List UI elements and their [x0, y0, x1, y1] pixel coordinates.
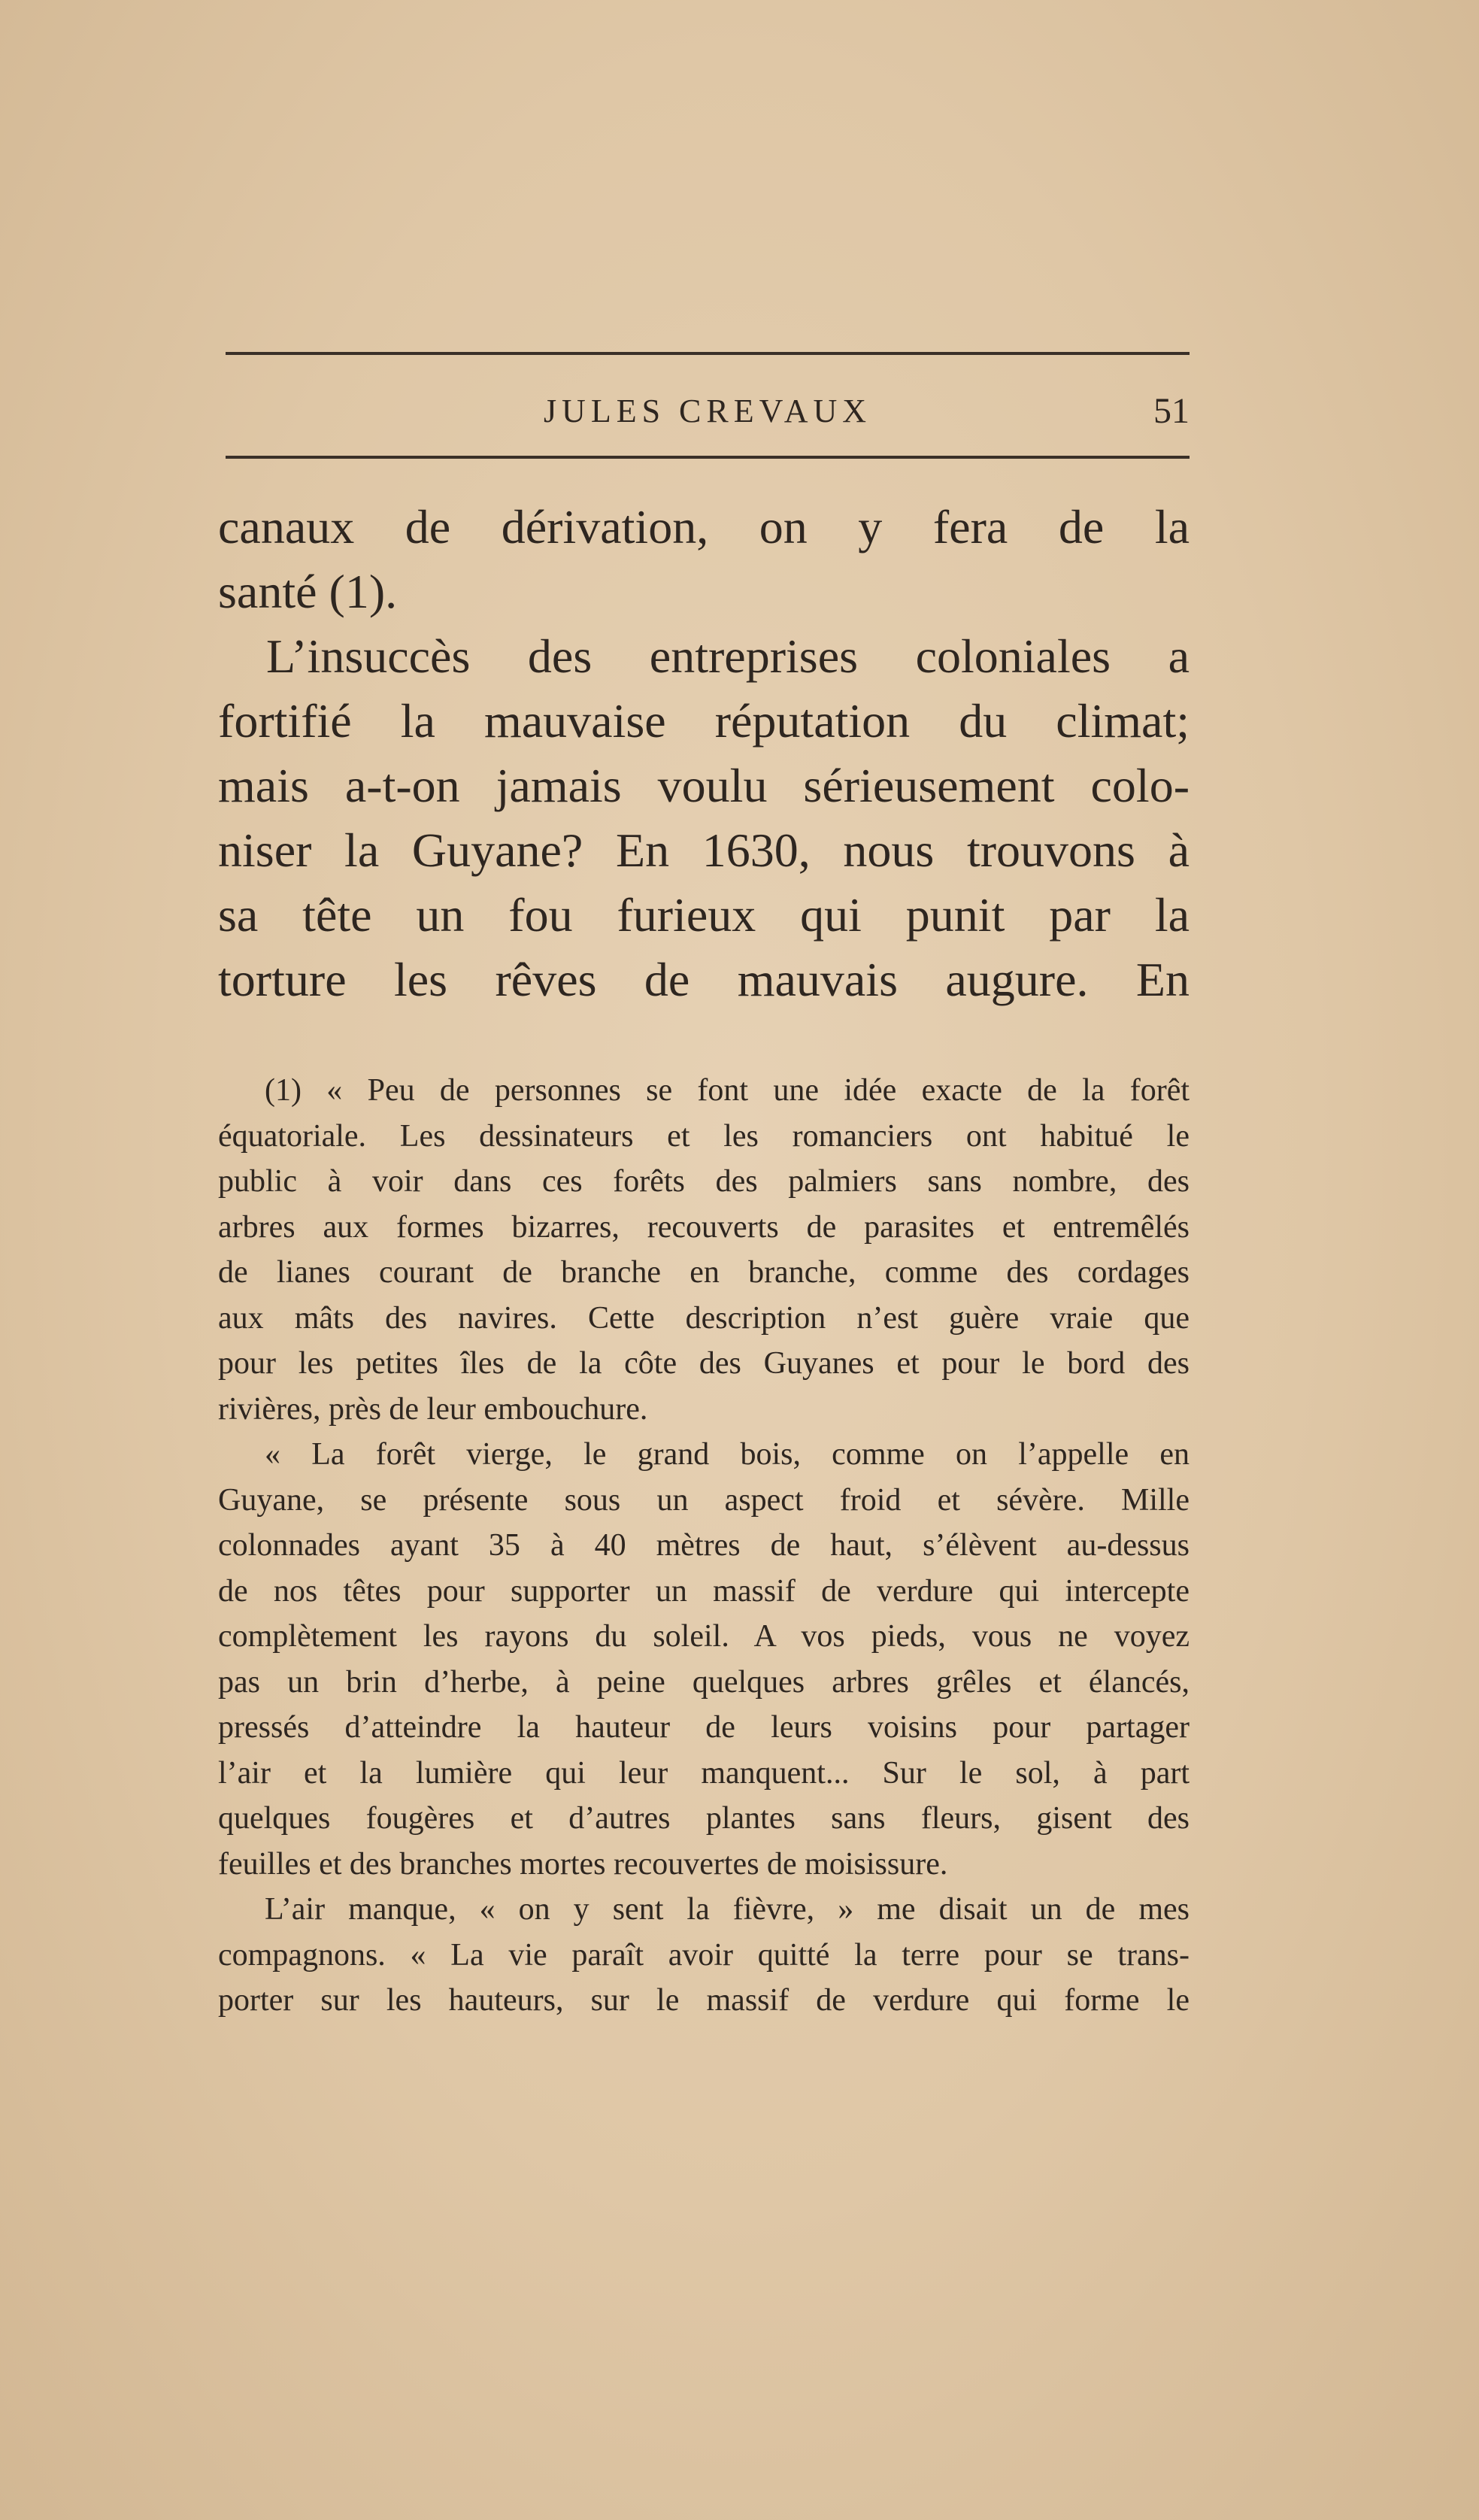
page-number: 51	[1153, 391, 1190, 431]
body-line: santé (1).	[218, 565, 398, 618]
body-line: fortifié la mauvaise réputation du climat;	[218, 694, 1190, 748]
footnote-line: porter sur les hauteurs, sur le massif de verdure qui forme le	[218, 1983, 1190, 2018]
footnote-line: complètement les rayons du soleil. A vos pieds, vous ne voyez	[218, 1619, 1190, 1654]
footnote-line: L’air manque, « on y sent la fièvre, » me disait un de mes	[265, 1892, 1190, 1927]
footnote-line: « La forêt vierge, le grand bois, comme on l’appelle en	[265, 1437, 1190, 1472]
footnote-line: pour les petites îles de la côte des Guyanes et pour le bord des	[218, 1346, 1190, 1381]
body-line: niser la Guyane? En 1630, nous trouvons à	[218, 823, 1190, 877]
body-line: torture les rêves de mauvais augure. En	[218, 953, 1190, 1006]
footnote-line: Guyane, se présente sous un aspect froid et sévère. Mille	[218, 1482, 1190, 1518]
footnote-line: public à voir dans ces forêts des palmiers sans nombre, des	[218, 1164, 1190, 1199]
header-bottom-rule	[226, 456, 1190, 459]
footnote-line: équatoriale. Les dessinateurs et les romanciers ont habitué le	[218, 1118, 1190, 1154]
header-top-rule	[226, 352, 1190, 355]
running-head	[226, 385, 1190, 438]
footnote-line: compagnons. « La vie paraît avoir quitté la terre pour se trans-	[218, 1937, 1190, 1973]
main-text	[218, 495, 1190, 1012]
running-title: JULES CREVAUX	[543, 393, 872, 429]
footnote-line: (1) « Peu de personnes se font une idée exacte de la forêt	[265, 1073, 1190, 1108]
footnote-line: feuilles et des branches mortes recouvertes de moisissure.	[218, 1846, 948, 1882]
body-line: sa tête un fou furieux qui punit par la	[218, 888, 1190, 942]
footnote-line: pas un brin d’herbe, à peine quelques arbres grêles et élancés,	[218, 1664, 1190, 1700]
footnote-line: de lianes courant de branche en branche, comme des cordages	[218, 1255, 1190, 1290]
body-line: L’insuccès des entreprises coloniales a	[266, 629, 1190, 683]
footnote-line: quelques fougères et d’autres plantes sans fleurs, gisent des	[218, 1801, 1190, 1836]
footnote-line: arbres aux formes bizarres, recouverts de parasites et entremêlés	[218, 1209, 1190, 1245]
footnote-line: colonnades ayant 35 à 40 mètres de haut, s’élèvent au-dessus	[218, 1528, 1190, 1563]
footnote-line: de nos têtes pour supporter un massif de verdure qui intercepte	[218, 1573, 1190, 1609]
body-line: mais a-t-on jamais voulu sérieusement colo-	[218, 759, 1190, 812]
footnote-line: rivières, près de leur embouchure.	[218, 1391, 648, 1427]
body-line: canaux de dérivation, on y fera de la	[218, 500, 1190, 553]
footnote-line: pressés d’atteindre la hauteur de leurs voisins pour partager	[218, 1710, 1190, 1745]
footnote-line: l’air et la lumière qui leur manquent... Sur le sol, à part	[218, 1755, 1190, 1791]
footnote	[218, 1068, 1190, 2024]
footnote-line: aux mâts des navires. Cette description n’est guère vraie que	[218, 1300, 1190, 1336]
